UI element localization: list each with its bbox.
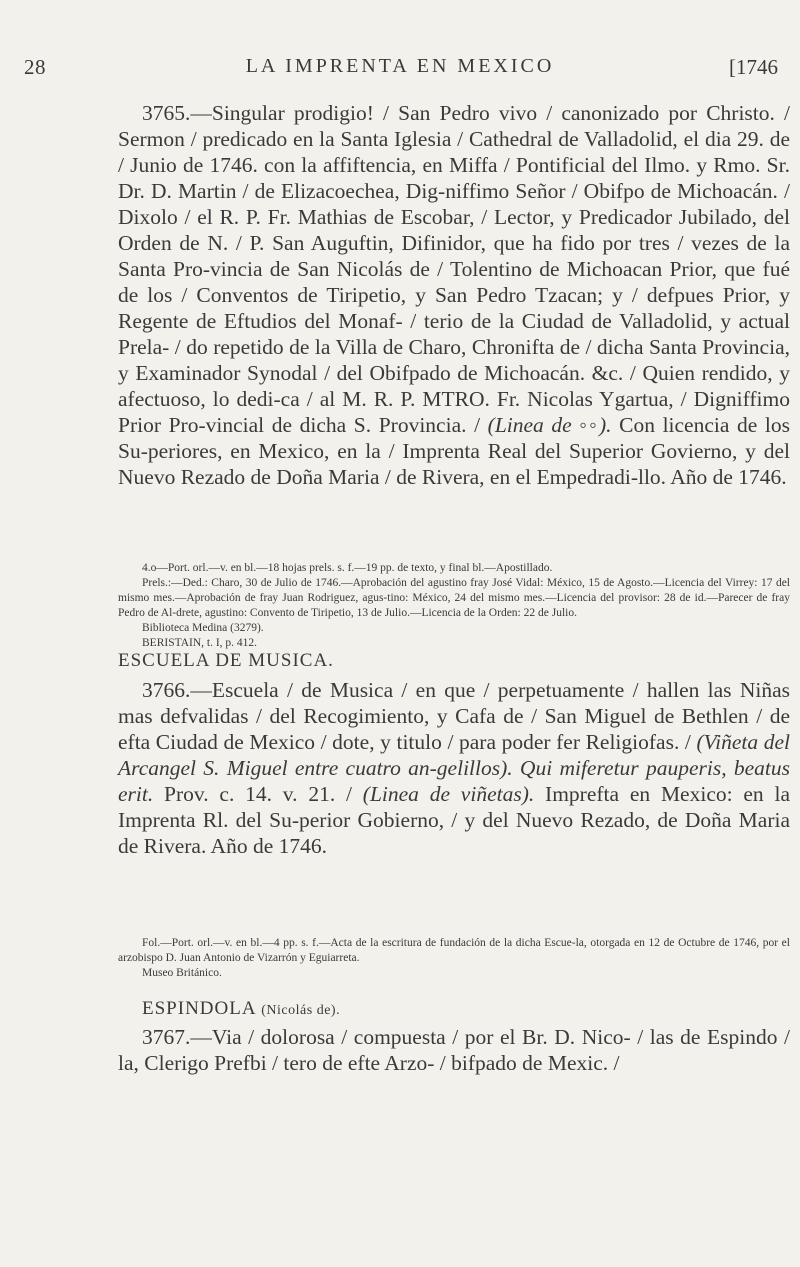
note-collation: Fol.—Port. orl.—v. en bl.—4 pp. s. f.—Acta de la escritura de fundación de la dicha Escue-la, otorgada en 12 de Octubre de 1746, por el arzobispo D. Juan Antonio de Vizarrón y Eguiarreta.	[118, 937, 790, 964]
header-year: [1746	[729, 55, 778, 79]
entry-3767	[118, 1024, 790, 1076]
note-reference: BERISTAIN, t. I, p. 412.	[142, 637, 258, 649]
author-forename: (Nicolás de).	[261, 1003, 341, 1018]
note-library: Museo Británico.	[142, 967, 222, 979]
note-prelims: Prels.:—Ded.: Charo, 30 de Julio de 1746.—Aprobación del agustino fray José Vidal: México, 15 de Agosto.—Licencia del Virrey: 17 del mismo mes.—Aprobación de fray Juan Rodriguez, agus-tino: México, 24 del mismo mes.—Licencia del provisor: 28 de id.—Parecer de fray Pedro de Al-drete, agustino: Convento de Tiripetio, 13 de Julio.—Licencia de la Orden: 22 de Julio.	[118, 577, 790, 619]
entry-3765-body	[118, 100, 790, 490]
entry-3765-text: 3765.—Singular prodigio! / San Pedro vivo / canonizado por Christo. / Sermon / predicado en la Santa Iglesia / Cathedral de Valladolid, el dia 29. de / Junio de 1746. con la affiftencia, en Miffa / Pontificial del Ilmo. y Rmo. Sr. Dr. D. Martin / de Elizacoechea, Dig-niffimo Señor / Obifpo de Michoacán. / Dixolo / el R. P. Fr. Mathias de Escobar, / Lector, y Predicador Jubilado, del Orden de N. / P. San Auguftin, Difinidor, que ha fido por tres / vezes de la Santa Pro-vincia de San Nicolás de / Tolentino de Michoacan Prior, que fué de los / Conventos de Tiripetio, y San Pedro Tzacan; y / defpues Prior, y Regente de Eftudios del Monaf- / terio de la Ciudad de Valladolid, y actual Prela- / do repetido de la Villa de Charo, Chronifta de / dicha Santa Provincia, y Examinador Synodal / del Obifpado de Michoacán. &c. / Quien rendido, y afectuoso, lo dedi-ca / al M. R. P. MTRO. Fr. Nicolas Ygartua, / Digniffimo Prior Pro-vincial de dicha S. Provincia. /	[118, 101, 790, 437]
entry-3765-imprint: Con licencia de los Su-periores, en Mexico, en la / Imprenta Real del Superior Govierno, y del Nuevo Rezado de Doña Maria / de Rivera, en el Empedradi-llo. Año de 1746.	[118, 413, 790, 489]
page-number: 28	[24, 55, 46, 79]
entry-3766-citation: Prov. c. 14. v. 21. /	[153, 782, 363, 806]
entry-3765-ornament: (Linea de ◦◦).	[487, 413, 612, 437]
entry-3766-notes	[118, 936, 790, 981]
author-heading	[118, 998, 790, 1020]
note-library: Biblioteca Medina (3279).	[142, 622, 264, 634]
entry-3766-vignette: (Viñeta del Arcangel S. Miguel entre cuatro an-gelillos). Qui miferetur pauperis, beatus erit.	[118, 730, 791, 806]
section-heading-escuela	[118, 650, 790, 672]
entry-3766-imprint: Imprefta en Mexico: en la Imprenta Rl. del Su-perior Gobierno, / y del Nuevo Rezado, de Doña Maria de Rivera. Año de 1746.	[118, 782, 790, 858]
entry-3765-notes	[118, 561, 790, 651]
entry-3766	[118, 677, 790, 859]
entry-3766-ornament: (Linea de viñetas).	[362, 782, 535, 806]
entry-3765	[118, 100, 790, 490]
section-title: ESCUELA DE MUSICA.	[118, 650, 334, 671]
author-surname: ESPINDOLA	[142, 998, 256, 1019]
note-collation: 4.o—Port. orl.—v. en bl.—18 hojas prels. s. f.—19 pp. de texto, y final bl.—Apostillado.	[142, 562, 553, 574]
running-header	[0, 55, 800, 85]
entry-3766-text: 3766.—Escuela / de Musica / en que / perpetuamente / hallen las Niñas mas defvalidas / del Recogimiento, y Cafa de / San Miguel de Bethlen / de efta Ciudad de Mexico / dote, y titulo / para poder fer Religiofas. /	[118, 678, 790, 754]
entry-3767-body: 3767.—Via / dolorosa / compuesta / por el Br. D. Nico- / las de Espindo / la, Clerigo Prefbi / tero de efte Arzo- / bifpado de Mexic. /	[118, 1025, 790, 1075]
running-title: LA IMPRENTA EN MEXICO	[245, 55, 555, 77]
entry-3766-body	[118, 677, 790, 859]
section-heading-espindola	[118, 998, 790, 1020]
